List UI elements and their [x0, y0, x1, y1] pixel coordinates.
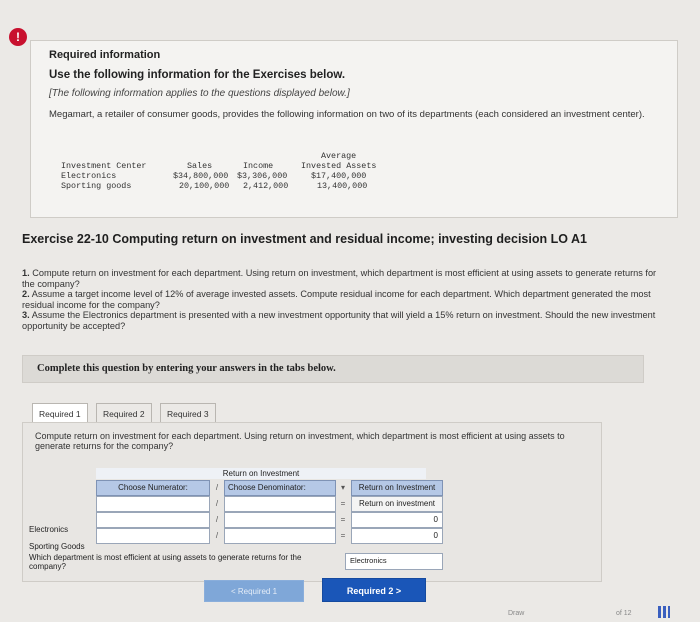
- table-header-average: Average: [321, 151, 357, 161]
- roi-table-title: Return on Investment: [96, 468, 426, 479]
- efficiency-answer-select[interactable]: Electronics: [345, 553, 443, 570]
- q3-text: Assume the Electronics department is presented with a new investment opportunity that will yield a 15% return on investment. Should the new investment opportunity be accepted?: [22, 310, 656, 331]
- page-count: of 12: [616, 610, 632, 617]
- table-row-sporting-center: Sporting goods: [61, 181, 132, 191]
- info-subtitle: Use the following information for the Exercises below.: [49, 69, 346, 81]
- chevron-down-icon: ▾: [340, 483, 345, 492]
- equals-sign: =: [340, 499, 346, 508]
- complete-question-bar: Complete this question by entering your answers in the tabs below.: [22, 355, 644, 383]
- row-label-electronics: Electronics: [29, 525, 69, 534]
- divide-sign: /: [215, 515, 219, 524]
- table-header-income: Income: [243, 161, 274, 171]
- required-information-panel: [30, 40, 678, 218]
- table-row-electronics-center: Electronics: [61, 171, 117, 181]
- electronics-roi-value: 0: [351, 512, 443, 528]
- roi-result-header: Return on Investment: [351, 480, 443, 496]
- tab-required-2[interactable]: Required 2: [96, 403, 152, 423]
- q1-number: 1.: [22, 268, 30, 278]
- q2-text: Assume a target income level of 12% of average invested assets. Compute residual income for each department. Which department generated the most residual income for the company?: [22, 289, 651, 310]
- numerator-input-header[interactable]: [96, 496, 210, 512]
- question-text: Compute return on investment for each department. Using return on investment, which department is most efficient at using assets to generate returns for the company?: [35, 431, 565, 451]
- tab-required-3[interactable]: Required 3: [160, 403, 216, 423]
- equals-sign: =: [340, 515, 346, 524]
- tab-required-1[interactable]: Required 1: [32, 403, 88, 423]
- denominator-input-header[interactable]: [224, 496, 336, 512]
- question-panel: [22, 422, 602, 582]
- sporting-roi-value: 0: [351, 528, 443, 544]
- table-row-electronics-income: $3,306,000: [237, 171, 288, 181]
- denominator-select[interactable]: Choose Denominator:: [224, 480, 336, 496]
- row-label-sporting-goods: Sporting Goods: [29, 542, 85, 551]
- table-row-electronics-assets: $17,400,000: [311, 171, 367, 181]
- info-note: [The following information applies to the questions displayed below.]: [49, 88, 350, 99]
- sporting-denominator-input[interactable]: [224, 528, 336, 544]
- next-required-button[interactable]: Required 2 >: [322, 578, 426, 602]
- equals-sign: =: [340, 531, 346, 540]
- numerator-select[interactable]: Choose Numerator:: [96, 480, 210, 496]
- q1-text: Compute return on investment for each department. Using return on investment, which department is most efficient at using assets to generate returns for the company?: [22, 268, 657, 289]
- prev-required-button[interactable]: < Required 1: [204, 580, 304, 602]
- grid-icon[interactable]: [658, 606, 670, 618]
- efficiency-question: Which department is most efficient at using assets to generate returns for the company?: [29, 553, 302, 571]
- divide-sign: /: [215, 483, 219, 492]
- table-header-assets: Invested Assets: [301, 161, 377, 171]
- alert-icon: !: [9, 28, 27, 46]
- table-row-sporting-sales: 20,100,000: [179, 181, 230, 191]
- exercise-instructions: [22, 268, 662, 331]
- electronics-numerator-input[interactable]: [96, 512, 210, 528]
- sporting-numerator-input[interactable]: [96, 528, 210, 544]
- table-row-sporting-income: 2,412,000: [243, 181, 289, 191]
- table-row-electronics-sales: $34,800,000: [173, 171, 229, 181]
- table-row-sporting-assets: 13,400,000: [317, 181, 368, 191]
- electronics-denominator-input[interactable]: [224, 512, 336, 528]
- divide-sign: /: [215, 499, 219, 508]
- table-header-sales: Sales: [187, 161, 213, 171]
- info-title: Required information: [49, 49, 161, 61]
- table-header-center: Investment Center: [61, 161, 147, 171]
- info-description: Megamart, a retailer of consumer goods, provides the following information on two of its departments (each considered an investment center).: [49, 109, 645, 120]
- draw-label[interactable]: Draw: [508, 610, 525, 617]
- roi-result-subheader: Return on investment: [351, 496, 443, 512]
- divide-sign: /: [215, 531, 219, 540]
- exercise-title: Exercise 22-10 Computing return on investment and residual income; investing decision LO A1: [22, 232, 587, 246]
- q3-number: 3.: [22, 310, 30, 320]
- q2-number: 2.: [22, 289, 30, 299]
